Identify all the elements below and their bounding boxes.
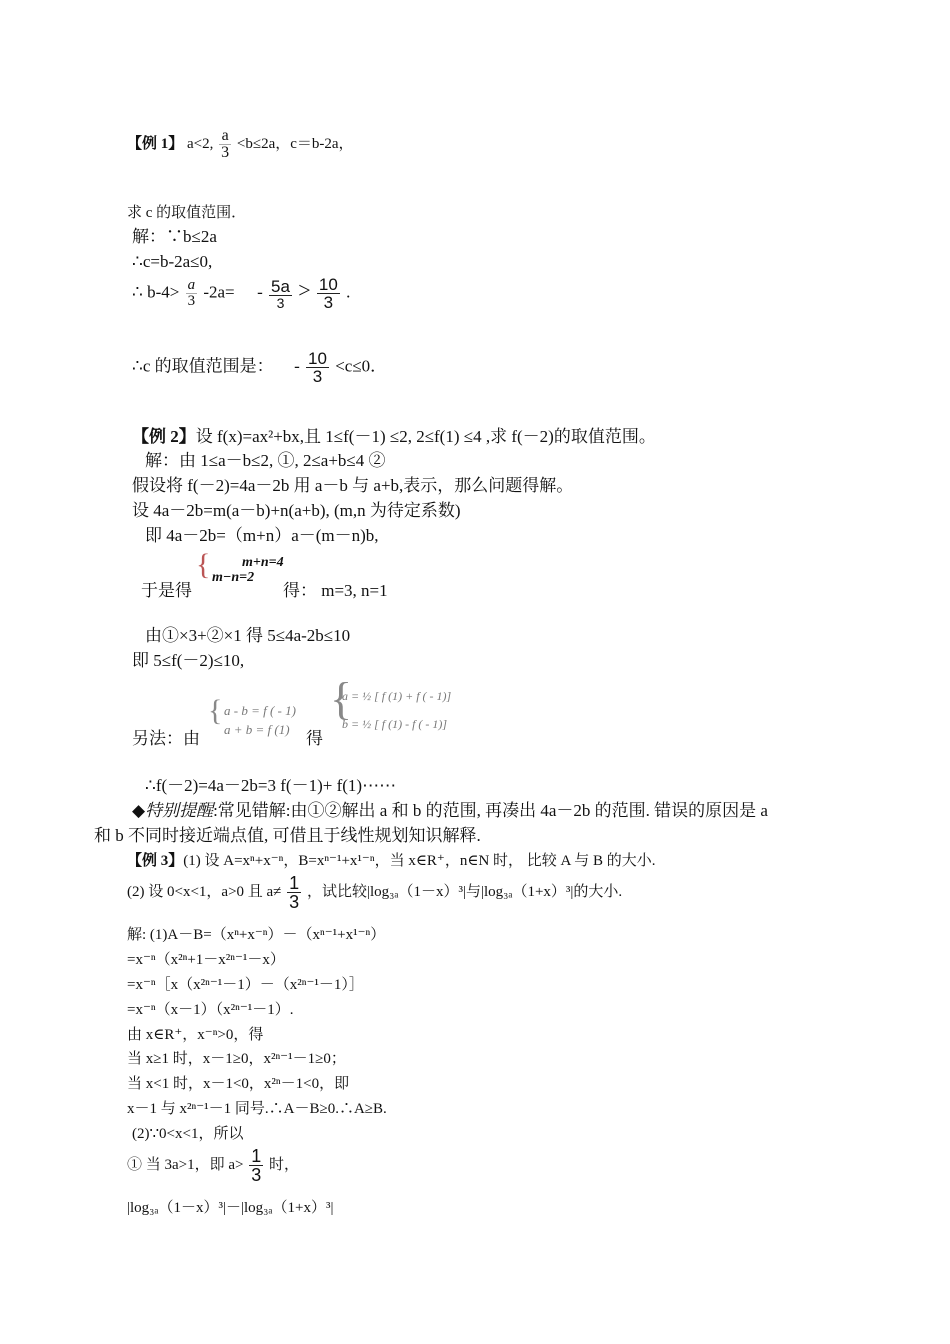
ex2-question: 设 f(x)=ax²+bx,且 1≤f(－1) ≤2, 2≤f(1) ≤4 ,求 f(－2)的取值范围。 xyxy=(195,427,656,446)
ex3-sol-7: 当 x<1 时，x－1<0，x²ⁿ－1<0，即 xyxy=(127,1076,350,1092)
ex1-condition-line xyxy=(127,128,354,161)
ex2-line5: 即 4a－2b=（m+n）a－(m－n)b, xyxy=(145,526,379,545)
ex2-line6-brace: { xyxy=(196,548,211,581)
ex2-line6-result: 得： m=3, n=1 xyxy=(283,581,388,600)
ex2-alt-eq1: a - b = f ( - 1) xyxy=(224,703,296,718)
ex2-reminder xyxy=(132,801,768,821)
ex1-frac-den: 3 xyxy=(221,144,230,161)
ex1-step2-frac2-den: 3 xyxy=(269,295,292,310)
ex1-step2-mid: -2a= xyxy=(203,282,235,302)
ex2-line6-system xyxy=(212,556,284,585)
ex1-fraction xyxy=(219,128,231,161)
ex1-result xyxy=(132,350,387,385)
ex3-sol-2: =x⁻ⁿ（x²ⁿ+1－x²ⁿ⁻¹－x） xyxy=(127,952,285,968)
ex3-sol-5: 由 x∈R⁺，x⁻ⁿ>0，得 xyxy=(127,1027,264,1043)
ex1-frac-num: a xyxy=(221,127,229,144)
ex1-step2-gt: > xyxy=(298,277,311,303)
ex1-step2-end: . xyxy=(346,282,351,302)
ex3-part2 xyxy=(127,874,622,911)
ex1-result-frac xyxy=(306,350,329,385)
ex3-part2-num: 1 xyxy=(289,873,300,893)
ex2-line6-prefix: 于是得 xyxy=(141,581,192,600)
ex3-sol-10-a: ① 当 3a>1，即 a> xyxy=(127,1156,244,1173)
ex1-step2-frac3-num: 10 xyxy=(318,275,338,294)
ex2-line8: 即 5≤f(－2)≤10, xyxy=(132,651,245,670)
ex2-line7: 由①×3+②×1 得 5≤4a-2b≤10 xyxy=(145,626,351,645)
ex2-alt-brace1: { xyxy=(208,694,223,727)
ex3-part2-b: ，试比较|log₃ₐ（1－x）³|与|log₃ₐ（1+x）³|的大小. xyxy=(306,883,623,900)
ex1-step2-neg: - xyxy=(257,282,263,302)
ex2-alt-system xyxy=(224,702,296,740)
ex1-result-lhs: ∴c 的取值范围是： xyxy=(132,356,274,376)
ex2-alt-mid: 得 xyxy=(306,729,323,748)
ex3-part1 xyxy=(127,852,656,870)
ex2-alt-result xyxy=(342,683,451,738)
ex1-step2-frac1-num: a xyxy=(187,277,196,293)
ex2-alt-r2: b = ½ [ f (1) - f ( - 1)] xyxy=(342,716,448,731)
ex3-sol-11: |log₃ₐ（1－x）³|－|log₃ₐ（1+x）³| xyxy=(127,1200,334,1216)
ex3-part1-text: (1) 设 A=xⁿ+x⁻ⁿ，B=xⁿ⁻¹+x¹⁻ⁿ，当 x∈R⁺，n∈N 时， 比较 A 与 B 的大小. xyxy=(183,853,656,869)
ex3-sol-9: (2)∵0<x<1，所以 xyxy=(132,1126,244,1142)
ex1-step2-frac3-den: 3 xyxy=(317,293,340,311)
ex2-line6-eq1: m+n=4 xyxy=(242,555,284,570)
ex2-line3: 假设将 f(－2)=4a－2b 用 a－b 与 a+b,表示，那么问题得解。 xyxy=(132,476,574,495)
ex3-part2-den: 3 xyxy=(289,892,300,912)
ex1-step2 xyxy=(132,276,350,311)
ex2-line9: ∴f(－2)=4a－2b=3 f(－1)+ f(1)⋯⋯ xyxy=(145,776,397,795)
ex3-sol-8: x－1 与 x²ⁿ⁻¹－1 同号.∴A－B≥0.∴A≥B. xyxy=(127,1101,387,1117)
ex3-part2-frac xyxy=(287,874,301,911)
ex1-step2-frac2-num: 5a xyxy=(271,276,290,296)
ex3-sol-4: =x⁻ⁿ（x－1）（x²ⁿ⁻¹－1）. xyxy=(127,1002,294,1018)
ex3-part2-a: (2) 设 0<x<1，a>0 且 a≠ xyxy=(127,883,282,900)
ex1-cond-a: a<2, xyxy=(187,135,214,152)
ex2-line1 xyxy=(132,427,656,447)
ex3-sol-10-b: 时， xyxy=(269,1156,300,1173)
ex1-step2-lhs: ∴ b-4> xyxy=(132,282,180,302)
ex2-alt-prefix: 另法：由 xyxy=(132,729,200,748)
ex3-sol-10 xyxy=(127,1147,299,1184)
ex3-sol-3: =x⁻ⁿ［x（x²ⁿ⁻¹－1）－（x²ⁿ⁻¹－1）］ xyxy=(127,977,364,993)
ex1-cond-b: <b≤2a，c＝b-2a， xyxy=(236,135,354,152)
ex2-line4: 设 4a－2b=m(a－b)+n(a+b), (m,n 为待定系数) xyxy=(132,501,461,520)
ex1-step1: ∴c=b-2a≤0, xyxy=(132,252,213,271)
ex3-sol-6: 当 x≥1 时，x－1≥0，x²ⁿ⁻¹－1≥0； xyxy=(127,1051,346,1067)
ex1-result-den: 3 xyxy=(306,367,329,385)
ex2-remind-text: :常见错解:由①②解出 a 和 b 的范围, 再凑出 4a－2b 的范围. 错误的原因是 a xyxy=(213,801,768,820)
ex1-step2-frac1 xyxy=(186,278,198,309)
ex1-solution: 解：∵b≤2a xyxy=(132,227,217,246)
ex2-remind-label: ◆特别提醒 xyxy=(132,801,214,820)
ex3-title: 【例 3】 xyxy=(127,853,184,869)
ex2-line2: 解：由 1≤a－b≤2, ①, 2≤a+b≤4 ② xyxy=(145,451,386,470)
ex3-sol-10-frac xyxy=(249,1147,263,1184)
ex3-sol-1: 解: (1)A－B=（xⁿ+x⁻ⁿ）－（xⁿ⁻¹+x¹⁻ⁿ） xyxy=(127,927,386,943)
ex2-reminder-2: 和 b 不同时接近端点值, 可借且于线性规划知识解释. xyxy=(94,826,481,845)
ex1-title: 【例 1】 xyxy=(127,135,184,152)
ex1-result-num: 10 xyxy=(308,349,327,368)
ex1-result-rhs: <c≤0． xyxy=(335,356,388,376)
ex2-alt-eq2: a + b = f (1) xyxy=(224,721,290,737)
ex1-step2-frac1-den: 3 xyxy=(187,293,196,309)
ex2-line6-eq2: m−n=2 xyxy=(212,569,255,585)
ex2-title: 【例 2】 xyxy=(132,427,196,446)
ex1-step2-frac2 xyxy=(269,278,292,310)
ex1-step2-frac3 xyxy=(317,276,340,311)
ex1-result-neg: - xyxy=(294,356,300,376)
ex1-ask: 求 c 的取值范围． xyxy=(127,205,247,221)
ex2-alt-r1: a = ½ [ f (1) + f ( - 1)] xyxy=(342,689,452,703)
ex3-sol-10-num: 1 xyxy=(251,1146,262,1166)
ex3-sol-10-den: 3 xyxy=(251,1165,262,1185)
ex2-alt-brace2: { xyxy=(330,673,353,724)
